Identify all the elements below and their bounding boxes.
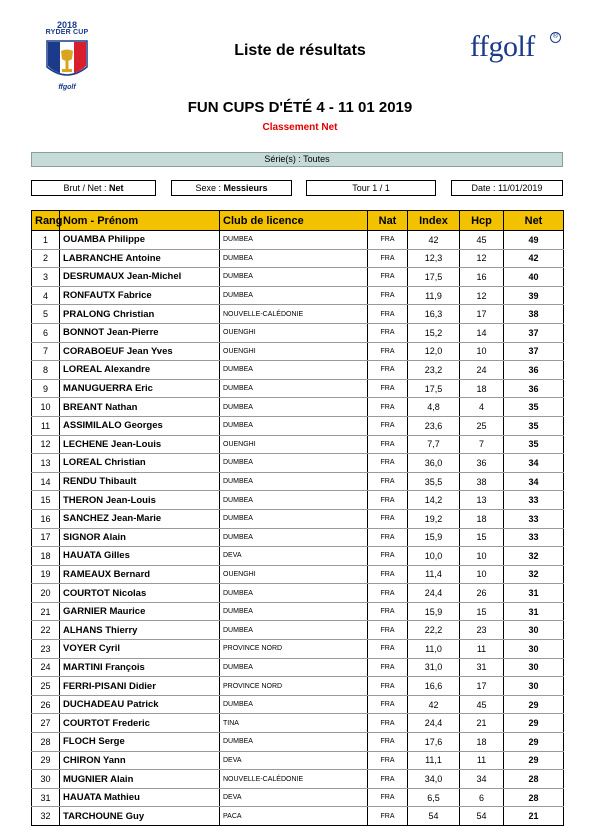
col-header-index: Index bbox=[408, 211, 460, 231]
cell-rang: 2 bbox=[32, 249, 60, 268]
cell-rang: 16 bbox=[32, 509, 60, 528]
cell-name: LECHENE Jean-Louis bbox=[60, 435, 220, 454]
cell-nat: FRA bbox=[368, 361, 408, 380]
cell-club: DEVA bbox=[220, 547, 368, 566]
cell-nat: FRA bbox=[368, 584, 408, 603]
ryder-cup-org: ffgolf bbox=[58, 84, 76, 91]
cell-index: 34,0 bbox=[408, 770, 460, 789]
cell-name: COURTOT Frederic bbox=[60, 714, 220, 733]
cell-net: 28 bbox=[504, 788, 564, 807]
cell-index: 24,4 bbox=[408, 584, 460, 603]
cell-nat: FRA bbox=[368, 695, 408, 714]
cell-index: 31,0 bbox=[408, 658, 460, 677]
table-row bbox=[32, 528, 564, 547]
cell-index: 15,9 bbox=[408, 602, 460, 621]
table-row bbox=[32, 342, 564, 361]
cell-hcp: 15 bbox=[460, 602, 504, 621]
cell-nat: FRA bbox=[368, 640, 408, 659]
cell-index: 54 bbox=[408, 807, 460, 826]
cell-net: 21 bbox=[504, 807, 564, 826]
event-title: FUN CUPS D'ÉTÉ 4 - 11 01 2019 bbox=[187, 99, 413, 116]
cell-club: DEVA bbox=[220, 788, 368, 807]
cell-index: 15,2 bbox=[408, 323, 460, 342]
filter-sexe-value: Messieurs bbox=[223, 183, 268, 193]
cell-rang: 7 bbox=[32, 342, 60, 361]
cell-rang: 28 bbox=[32, 733, 60, 752]
cell-net: 32 bbox=[504, 565, 564, 584]
cell-nat: FRA bbox=[368, 249, 408, 268]
cell-rang: 20 bbox=[32, 584, 60, 603]
cell-index: 7,7 bbox=[408, 435, 460, 454]
table-row bbox=[32, 398, 564, 417]
cell-club: DUMBEA bbox=[220, 249, 368, 268]
cell-nat: FRA bbox=[368, 621, 408, 640]
cell-rang: 18 bbox=[32, 547, 60, 566]
cell-rang: 19 bbox=[32, 565, 60, 584]
cell-index: 11,9 bbox=[408, 286, 460, 305]
cell-club: DEVA bbox=[220, 751, 368, 770]
col-header-nom: Nom - Prénom bbox=[60, 211, 220, 231]
cell-rang: 8 bbox=[32, 361, 60, 380]
table-row bbox=[32, 286, 564, 305]
cell-nat: FRA bbox=[368, 509, 408, 528]
cell-index: 17,6 bbox=[408, 733, 460, 752]
cell-nat: FRA bbox=[368, 323, 408, 342]
table-row bbox=[32, 621, 564, 640]
cell-net: 33 bbox=[504, 491, 564, 510]
cell-name: BREANT Nathan bbox=[60, 398, 220, 417]
cell-net: 33 bbox=[504, 509, 564, 528]
cell-club: DUMBEA bbox=[220, 286, 368, 305]
cell-rang: 9 bbox=[32, 379, 60, 398]
cell-hcp: 38 bbox=[460, 472, 504, 491]
cell-net: 37 bbox=[504, 342, 564, 361]
cell-rang: 4 bbox=[32, 286, 60, 305]
cell-hcp: 18 bbox=[460, 733, 504, 752]
table-row bbox=[32, 509, 564, 528]
cell-net: 34 bbox=[504, 454, 564, 473]
ryder-cup-name: RYDER CUP bbox=[45, 29, 89, 36]
cell-club: DUMBEA bbox=[220, 602, 368, 621]
filter-brut-net bbox=[31, 180, 156, 196]
cell-hcp: 7 bbox=[460, 435, 504, 454]
cell-index: 10,0 bbox=[408, 547, 460, 566]
cell-rang: 22 bbox=[32, 621, 60, 640]
table-row bbox=[32, 547, 564, 566]
table-row bbox=[32, 435, 564, 454]
cell-index: 19,2 bbox=[408, 509, 460, 528]
cell-hcp: 26 bbox=[460, 584, 504, 603]
cell-index: 23,6 bbox=[408, 416, 460, 435]
cell-net: 32 bbox=[504, 547, 564, 566]
cell-hcp: 4 bbox=[460, 398, 504, 417]
cell-nat: FRA bbox=[368, 472, 408, 491]
cell-nat: FRA bbox=[368, 547, 408, 566]
cell-net: 28 bbox=[504, 770, 564, 789]
cell-net: 31 bbox=[504, 584, 564, 603]
cell-name: FERRI-PISANI Didier bbox=[60, 677, 220, 696]
table-row bbox=[32, 602, 564, 621]
cell-rang: 13 bbox=[32, 454, 60, 473]
cell-club: OUENGHI bbox=[220, 323, 368, 342]
cell-nat: FRA bbox=[368, 342, 408, 361]
cell-rang: 17 bbox=[32, 528, 60, 547]
cell-club: OUENGHI bbox=[220, 565, 368, 584]
series-bar: Série(s) : Toutes bbox=[31, 152, 563, 167]
cell-net: 38 bbox=[504, 305, 564, 324]
page-title: Liste de résultats bbox=[234, 42, 366, 59]
cell-name: LOREAL Alexandre bbox=[60, 361, 220, 380]
cell-club: PACA bbox=[220, 807, 368, 826]
cell-rang: 23 bbox=[32, 640, 60, 659]
cell-rang: 12 bbox=[32, 435, 60, 454]
cell-hcp: 24 bbox=[460, 361, 504, 380]
table-row bbox=[32, 231, 564, 250]
cell-hcp: 6 bbox=[460, 788, 504, 807]
table-row bbox=[32, 695, 564, 714]
cell-name: RONFAUTX Fabrice bbox=[60, 286, 220, 305]
cell-hcp: 54 bbox=[460, 807, 504, 826]
table-row bbox=[32, 584, 564, 603]
cell-index: 14,2 bbox=[408, 491, 460, 510]
cell-club: TINA bbox=[220, 714, 368, 733]
cell-index: 24,4 bbox=[408, 714, 460, 733]
cell-rang: 14 bbox=[32, 472, 60, 491]
table-row bbox=[32, 714, 564, 733]
cell-net: 34 bbox=[504, 472, 564, 491]
cell-net: 29 bbox=[504, 695, 564, 714]
table-row bbox=[32, 323, 564, 342]
cell-club: DUMBEA bbox=[220, 491, 368, 510]
cell-nat: FRA bbox=[368, 231, 408, 250]
cell-index: 35,5 bbox=[408, 472, 460, 491]
cell-nat: FRA bbox=[368, 305, 408, 324]
cell-hcp: 31 bbox=[460, 658, 504, 677]
cell-nat: FRA bbox=[368, 677, 408, 696]
cell-club: PROVINCE NORD bbox=[220, 677, 368, 696]
cell-index: 36,0 bbox=[408, 454, 460, 473]
table-row bbox=[32, 454, 564, 473]
results-body bbox=[32, 231, 564, 826]
cell-rang: 24 bbox=[32, 658, 60, 677]
cell-club: DUMBEA bbox=[220, 398, 368, 417]
cell-name: VOYER Cyril bbox=[60, 640, 220, 659]
cell-name: MANUGUERRA Eric bbox=[60, 379, 220, 398]
table-row bbox=[32, 807, 564, 826]
cell-name: LABRANCHE Antoine bbox=[60, 249, 220, 268]
cell-rang: 26 bbox=[32, 695, 60, 714]
cell-rang: 10 bbox=[32, 398, 60, 417]
cell-hcp: 16 bbox=[460, 268, 504, 287]
cell-hcp: 18 bbox=[460, 509, 504, 528]
cell-rang: 6 bbox=[32, 323, 60, 342]
results-table bbox=[31, 210, 564, 826]
cell-club: OUENGHI bbox=[220, 435, 368, 454]
cell-nat: FRA bbox=[368, 602, 408, 621]
cell-index: 17,5 bbox=[408, 379, 460, 398]
cell-hcp: 12 bbox=[460, 286, 504, 305]
cell-net: 31 bbox=[504, 602, 564, 621]
cell-name: MARTINI François bbox=[60, 658, 220, 677]
cell-nat: FRA bbox=[368, 286, 408, 305]
cell-hcp: 14 bbox=[460, 323, 504, 342]
cell-nat: FRA bbox=[368, 268, 408, 287]
table-row bbox=[32, 770, 564, 789]
cell-hcp: 45 bbox=[460, 231, 504, 250]
cell-nat: FRA bbox=[368, 398, 408, 417]
col-header-club: Club de licence bbox=[220, 211, 368, 231]
cell-rang: 5 bbox=[32, 305, 60, 324]
cell-club: NOUVELLE-CALÉDONIE bbox=[220, 305, 368, 324]
ryder-cup-year: 2018 bbox=[56, 20, 78, 30]
cell-name: DUCHADEAU Patrick bbox=[60, 695, 220, 714]
cell-net: 29 bbox=[504, 733, 564, 752]
cell-name: LOREAL Christian bbox=[60, 454, 220, 473]
cell-hcp: 18 bbox=[460, 379, 504, 398]
cell-name: CORABOEUF Jean Yves bbox=[60, 342, 220, 361]
cell-net: 40 bbox=[504, 268, 564, 287]
cell-name: FLOCH Serge bbox=[60, 733, 220, 752]
cell-nat: FRA bbox=[368, 379, 408, 398]
cell-net: 42 bbox=[504, 249, 564, 268]
cell-hcp: 12 bbox=[460, 249, 504, 268]
cell-name: ALHANS Thierry bbox=[60, 621, 220, 640]
cell-hcp: 15 bbox=[460, 528, 504, 547]
cell-hcp: 17 bbox=[460, 305, 504, 324]
cell-name: COURTOT Nicolas bbox=[60, 584, 220, 603]
trophy-flag-icon bbox=[45, 39, 89, 83]
table-header-row bbox=[32, 211, 564, 231]
cell-hcp: 36 bbox=[460, 454, 504, 473]
cell-hcp: 10 bbox=[460, 547, 504, 566]
cell-index: 42 bbox=[408, 231, 460, 250]
cell-club: DUMBEA bbox=[220, 268, 368, 287]
cell-rang: 27 bbox=[32, 714, 60, 733]
cell-name: HAUATA Mathieu bbox=[60, 788, 220, 807]
cell-name: BONNOT Jean-Pierre bbox=[60, 323, 220, 342]
table-row bbox=[32, 361, 564, 380]
cell-rang: 30 bbox=[32, 770, 60, 789]
cell-index: 22,2 bbox=[408, 621, 460, 640]
cell-nat: FRA bbox=[368, 733, 408, 752]
cell-name: HAUATA Gilles bbox=[60, 547, 220, 566]
cell-rang: 1 bbox=[32, 231, 60, 250]
cell-net: 37 bbox=[504, 323, 564, 342]
cell-rang: 3 bbox=[32, 268, 60, 287]
cell-net: 36 bbox=[504, 361, 564, 380]
cell-nat: FRA bbox=[368, 807, 408, 826]
col-header-hcp: Hcp bbox=[460, 211, 504, 231]
cell-hcp: 10 bbox=[460, 565, 504, 584]
table-row bbox=[32, 677, 564, 696]
cell-name: SANCHEZ Jean-Marie bbox=[60, 509, 220, 528]
cell-nat: FRA bbox=[368, 416, 408, 435]
cell-club: DUMBEA bbox=[220, 416, 368, 435]
cell-index: 23,2 bbox=[408, 361, 460, 380]
table-row bbox=[32, 640, 564, 659]
col-header-nat: Nat bbox=[368, 211, 408, 231]
cell-net: 30 bbox=[504, 621, 564, 640]
cell-club: DUMBEA bbox=[220, 454, 368, 473]
cell-index: 12,3 bbox=[408, 249, 460, 268]
col-header-net: Net bbox=[504, 211, 564, 231]
cell-hcp: 23 bbox=[460, 621, 504, 640]
table-row bbox=[32, 305, 564, 324]
cell-club: DUMBEA bbox=[220, 528, 368, 547]
cell-name: RENDU Thibault bbox=[60, 472, 220, 491]
cell-name: PRALONG Christian bbox=[60, 305, 220, 324]
table-row bbox=[32, 788, 564, 807]
cell-hcp: 17 bbox=[460, 677, 504, 696]
cell-name: RAMEAUX Bernard bbox=[60, 565, 220, 584]
filter-brut-net-value: Net bbox=[109, 183, 124, 193]
table-row bbox=[32, 658, 564, 677]
cell-index: 11,1 bbox=[408, 751, 460, 770]
cell-name: OUAMBA Philippe bbox=[60, 231, 220, 250]
cell-name: ASSIMILALO Georges bbox=[60, 416, 220, 435]
cell-index: 15,9 bbox=[408, 528, 460, 547]
table-row bbox=[32, 565, 564, 584]
cell-net: 30 bbox=[504, 640, 564, 659]
filter-brut-net-label: Brut / Net : bbox=[63, 183, 107, 193]
ffgolf-logo: ffgolf bbox=[470, 30, 535, 63]
cell-index: 16,3 bbox=[408, 305, 460, 324]
cell-rang: 29 bbox=[32, 751, 60, 770]
cell-index: 12,0 bbox=[408, 342, 460, 361]
cell-club: NOUVELLE-CALÉDONIE bbox=[220, 770, 368, 789]
event-subtitle: Classement Net bbox=[262, 122, 338, 133]
cell-net: 30 bbox=[504, 677, 564, 696]
cell-index: 17,5 bbox=[408, 268, 460, 287]
cell-hcp: 45 bbox=[460, 695, 504, 714]
cell-nat: FRA bbox=[368, 714, 408, 733]
cell-nat: FRA bbox=[368, 770, 408, 789]
cell-rang: 31 bbox=[32, 788, 60, 807]
cell-nat: FRA bbox=[368, 565, 408, 584]
cell-index: 11,0 bbox=[408, 640, 460, 659]
cell-name: TARCHOUNE Guy bbox=[60, 807, 220, 826]
cell-index: 4,8 bbox=[408, 398, 460, 417]
cell-name: GARNIER Maurice bbox=[60, 602, 220, 621]
cell-club: DUMBEA bbox=[220, 584, 368, 603]
cell-hcp: 11 bbox=[460, 751, 504, 770]
table-row bbox=[32, 472, 564, 491]
ryder-cup-logo bbox=[38, 20, 96, 96]
cell-club: DUMBEA bbox=[220, 658, 368, 677]
table-row bbox=[32, 249, 564, 268]
cell-rang: 21 bbox=[32, 602, 60, 621]
cell-index: 42 bbox=[408, 695, 460, 714]
table-row bbox=[32, 416, 564, 435]
cell-net: 36 bbox=[504, 379, 564, 398]
cell-nat: FRA bbox=[368, 788, 408, 807]
cell-nat: FRA bbox=[368, 658, 408, 677]
cell-index: 6,5 bbox=[408, 788, 460, 807]
table-row bbox=[32, 268, 564, 287]
cell-nat: FRA bbox=[368, 435, 408, 454]
cell-rang: 11 bbox=[32, 416, 60, 435]
cell-club: DUMBEA bbox=[220, 733, 368, 752]
cell-net: 29 bbox=[504, 751, 564, 770]
cell-hcp: 25 bbox=[460, 416, 504, 435]
cell-name: THERON Jean-Louis bbox=[60, 491, 220, 510]
cell-index: 11,4 bbox=[408, 565, 460, 584]
cell-name: DESRUMAUX Jean-Michel bbox=[60, 268, 220, 287]
filter-tour: Tour 1 / 1 bbox=[306, 180, 436, 196]
table-row bbox=[32, 751, 564, 770]
cell-nat: FRA bbox=[368, 491, 408, 510]
cell-club: PROVINCE NORD bbox=[220, 640, 368, 659]
cell-net: 39 bbox=[504, 286, 564, 305]
cell-net: 35 bbox=[504, 416, 564, 435]
cell-club: DUMBEA bbox=[220, 509, 368, 528]
cell-rang: 32 bbox=[32, 807, 60, 826]
table-row bbox=[32, 379, 564, 398]
cell-net: 35 bbox=[504, 398, 564, 417]
cell-club: DUMBEA bbox=[220, 231, 368, 250]
cell-net: 49 bbox=[504, 231, 564, 250]
table-row bbox=[32, 733, 564, 752]
cell-net: 30 bbox=[504, 658, 564, 677]
cell-net: 29 bbox=[504, 714, 564, 733]
cell-nat: FRA bbox=[368, 751, 408, 770]
registered-icon: ® bbox=[550, 32, 561, 43]
cell-name: MUGNIER Alain bbox=[60, 770, 220, 789]
cell-net: 33 bbox=[504, 528, 564, 547]
filter-sexe-label: Sexe : bbox=[195, 183, 221, 193]
cell-name: SIGNOR Alain bbox=[60, 528, 220, 547]
filter-date: Date : 11/01/2019 bbox=[451, 180, 563, 196]
cell-net: 35 bbox=[504, 435, 564, 454]
cell-nat: FRA bbox=[368, 528, 408, 547]
cell-index: 16,6 bbox=[408, 677, 460, 696]
cell-club: DUMBEA bbox=[220, 361, 368, 380]
cell-rang: 25 bbox=[32, 677, 60, 696]
table-row bbox=[32, 491, 564, 510]
cell-hcp: 11 bbox=[460, 640, 504, 659]
cell-club: DUMBEA bbox=[220, 621, 368, 640]
cell-hcp: 13 bbox=[460, 491, 504, 510]
cell-name: CHIRON Yann bbox=[60, 751, 220, 770]
cell-hcp: 34 bbox=[460, 770, 504, 789]
cell-nat: FRA bbox=[368, 454, 408, 473]
filter-sexe bbox=[171, 180, 292, 196]
col-header-rang: Rang bbox=[32, 211, 60, 231]
cell-club: DUMBEA bbox=[220, 379, 368, 398]
cell-club: OUENGHI bbox=[220, 342, 368, 361]
cell-club: DUMBEA bbox=[220, 695, 368, 714]
cell-club: DUMBEA bbox=[220, 472, 368, 491]
cell-hcp: 21 bbox=[460, 714, 504, 733]
cell-rang: 15 bbox=[32, 491, 60, 510]
cell-hcp: 10 bbox=[460, 342, 504, 361]
